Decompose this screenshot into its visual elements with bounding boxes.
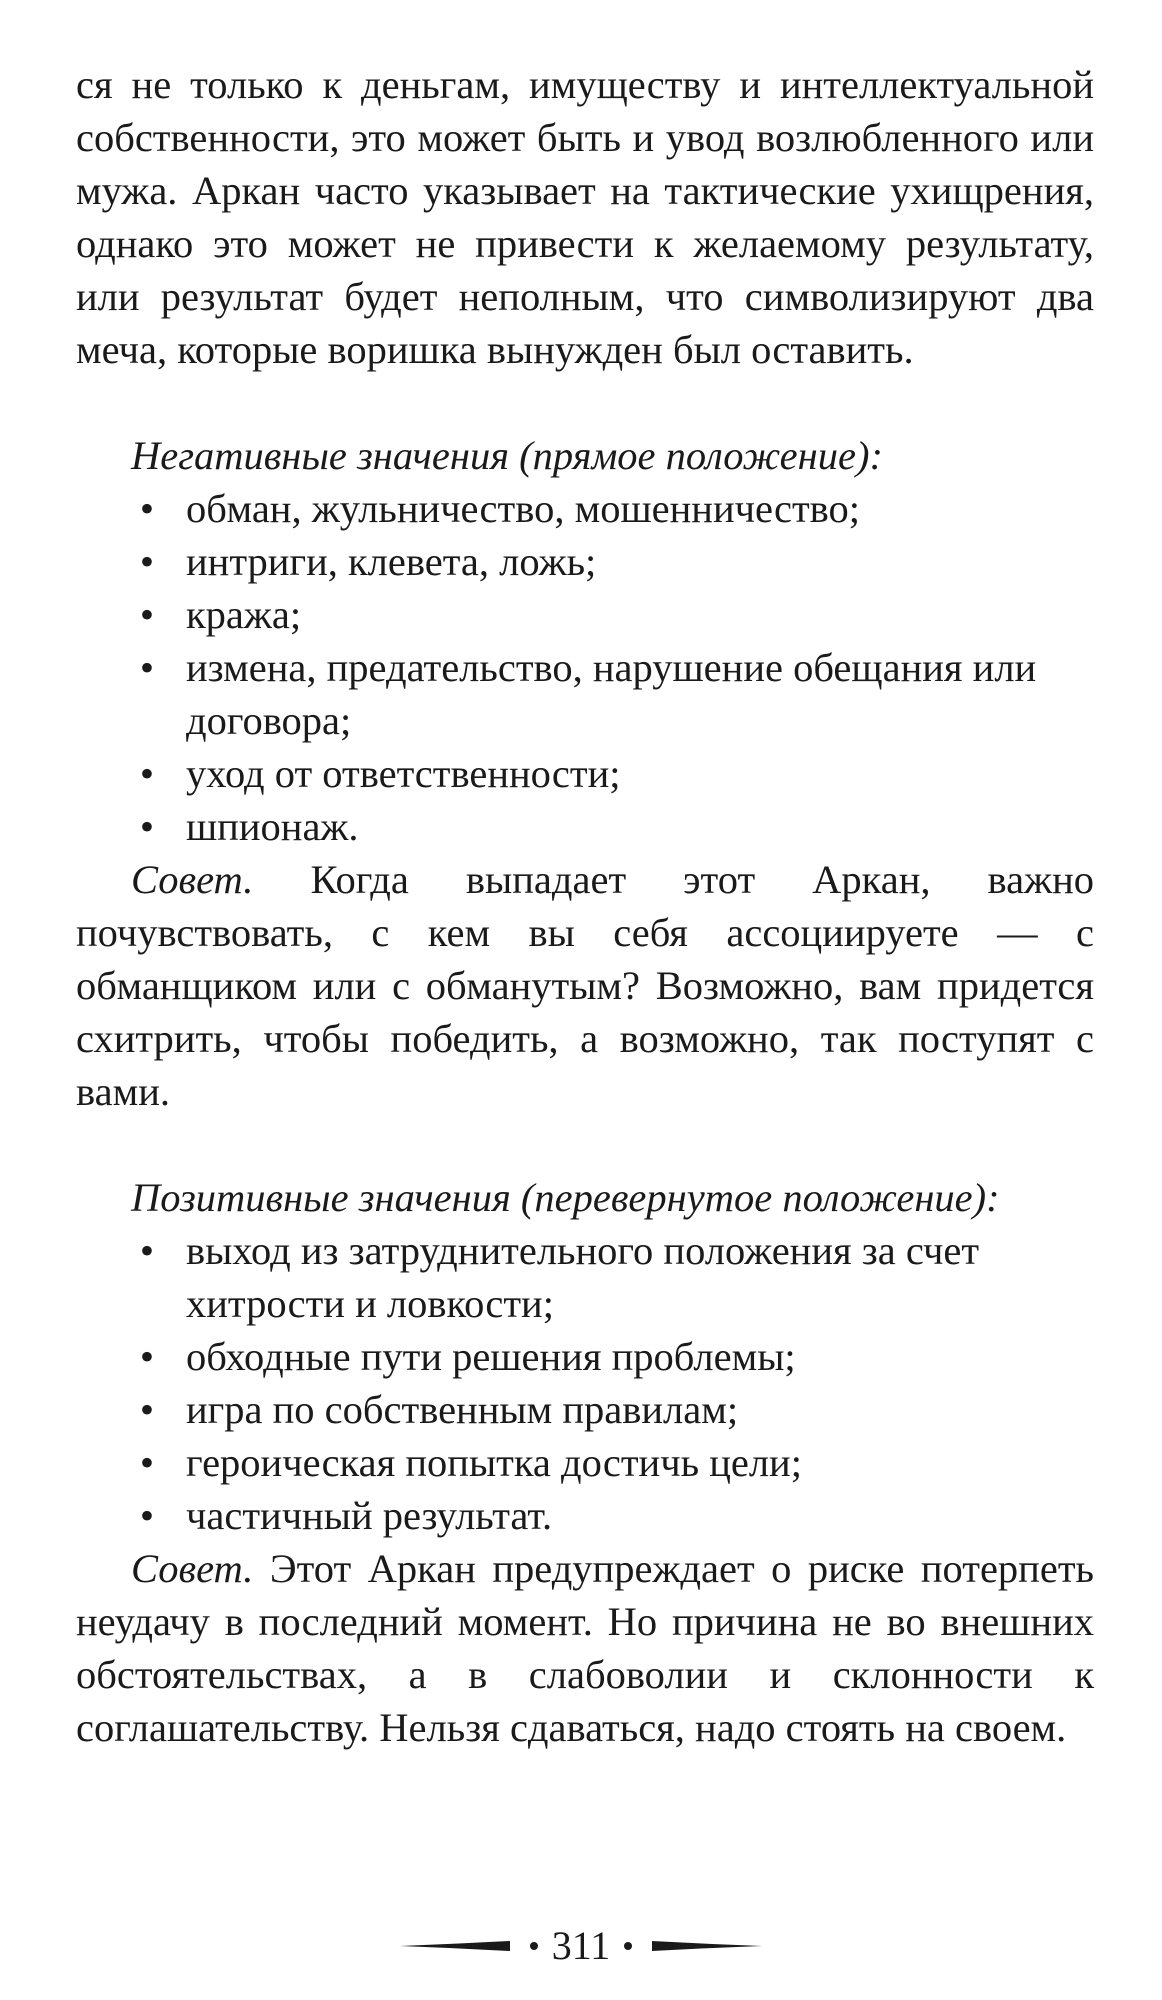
list-item-text: шпионаж. bbox=[186, 804, 359, 849]
bullet-icon: • bbox=[139, 1493, 155, 1538]
negative-list bbox=[76, 482, 1094, 853]
list-item bbox=[76, 1383, 1094, 1436]
positive-heading: Позитивные значения (перевернутое положение): bbox=[131, 1175, 1000, 1220]
negative-advice bbox=[76, 853, 1094, 1118]
bullet-icon: • bbox=[139, 486, 155, 531]
section-gap bbox=[76, 1118, 1094, 1171]
bullet-icon: • bbox=[139, 1387, 155, 1432]
list-item-text: игра по собственным правилам; bbox=[186, 1387, 739, 1432]
bullet-icon: • bbox=[139, 1228, 155, 1273]
page-number: 311 bbox=[551, 1922, 611, 1968]
advice-label: Совет. bbox=[131, 857, 254, 902]
bullet-icon: • bbox=[139, 804, 155, 849]
section-gap bbox=[76, 376, 1094, 429]
bullet-icon: • bbox=[139, 751, 155, 796]
list-item-text: уход от ответственности; bbox=[186, 751, 621, 796]
bullet-icon: • bbox=[139, 539, 155, 584]
list-item-text: обходные пути решения проблемы; bbox=[186, 1334, 796, 1379]
list-item-text: кража; bbox=[186, 592, 302, 637]
left-dot-icon bbox=[530, 1942, 538, 1950]
left-ornament-icon bbox=[400, 1939, 510, 1953]
advice-text: Когда выпадает этот Аркан, важно почувствовать, с кем вы себя ассоциируете — с обманщиком или с обманутым? Возможно, вам придется схитрить, чтобы победить, а возможно, так поступят с вами. bbox=[76, 857, 1094, 1114]
list-item bbox=[76, 588, 1094, 641]
list-item-text: обман, жульничество, мошенничество; bbox=[186, 486, 861, 531]
list-item bbox=[76, 1489, 1094, 1542]
list-item bbox=[76, 1330, 1094, 1383]
list-item-text: частичный результат. bbox=[186, 1493, 553, 1538]
intro-paragraph: ся не только к деньгам, имуществу и интеллектуальной собственности, это может быть и увод возлюбленного или мужа. Аркан часто указывает на тактические ухищрения, однако это может не привести к желаемому результату, или результат будет неполным, что символизируют два меча, которые воришка вынужден был оставить. bbox=[76, 62, 1094, 372]
bullet-icon: • bbox=[139, 645, 155, 690]
page-body bbox=[76, 58, 1094, 1754]
advice-text: Этот Аркан предупреждает о риске потерпеть неудачу в последний момент. Но причина не во внешних обстоятельствах, а в слабоволии и склонности к соглашательству. Нельзя сдаваться, надо стоять на своем. bbox=[76, 1546, 1094, 1750]
negative-heading: Негативные значения (прямое положение): bbox=[131, 433, 883, 478]
list-item bbox=[76, 1224, 1094, 1330]
list-item-text: интриги, клевета, ложь; bbox=[186, 539, 597, 584]
advice-label: Совет. bbox=[131, 1546, 254, 1591]
list-item bbox=[76, 641, 1094, 747]
list-item-text: измена, предательство, нарушение обещания или договора; bbox=[186, 645, 1037, 743]
bullet-icon: • bbox=[139, 1440, 155, 1485]
list-item bbox=[76, 535, 1094, 588]
right-ornament-icon bbox=[652, 1939, 762, 1953]
list-item-text: героическая попытка достичь цели; bbox=[186, 1440, 802, 1485]
list-item bbox=[76, 747, 1094, 800]
list-item bbox=[76, 1436, 1094, 1489]
list-item-text: выход из затруднительного положения за счет хитрости и ловкости; bbox=[186, 1228, 980, 1326]
list-item bbox=[76, 800, 1094, 853]
bullet-icon: • bbox=[139, 592, 155, 637]
positive-list bbox=[76, 1224, 1094, 1542]
bullet-icon: • bbox=[139, 1334, 155, 1379]
page-footer bbox=[0, 1920, 1162, 1968]
list-item bbox=[76, 482, 1094, 535]
positive-advice bbox=[76, 1542, 1094, 1754]
right-dot-icon bbox=[624, 1942, 632, 1950]
